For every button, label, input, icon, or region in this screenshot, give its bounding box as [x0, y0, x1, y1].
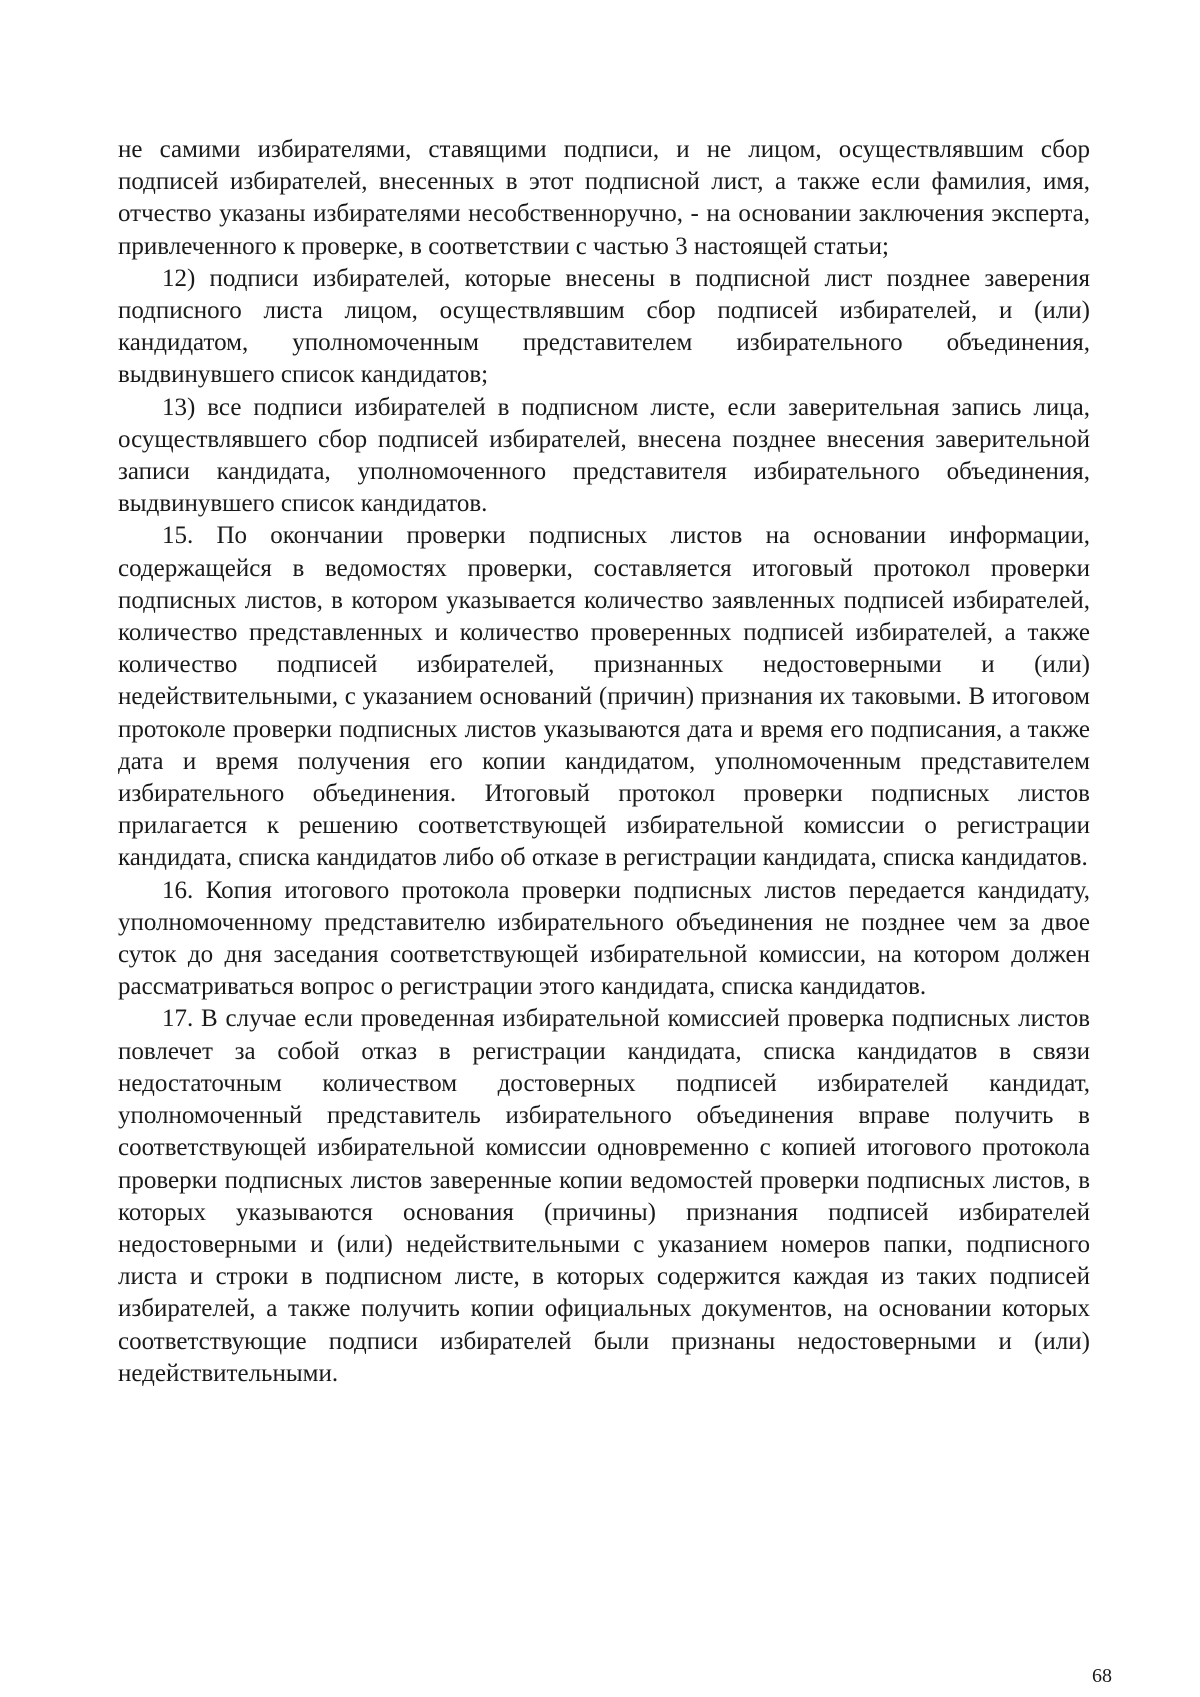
paragraph-item-16: 16. Копия итогового протокола проверки подписных листов передается кандидату, уполномоченному представителю избирательного объединения не позднее чем за двое суток до дня заседания соответствующей избирательной комиссии, на котором должен рассматриваться вопрос о регистрации этого кандидата, списка кандидатов.: [118, 876, 1090, 1001]
document-body: [118, 134, 1090, 1390]
paragraph-item-13: 13) все подписи избирателей в подписном листе, если заверительная запись лица, осуществлявшего сбор подписей избирателей, внесена позднее внесения заверительной записи кандидата, уполномоченного представителя избирательного объединения, выдвинувшего список кандидатов.: [118, 393, 1090, 518]
paragraph-continuation: не самими избирателями, ставящими подписи, и не лицом, осуществлявшим сбор подписей избирателей, внесенных в этот подписной лист, а также если фамилия, имя, отчество указаны избирателями несобственноручно, - на основании заключения эксперта, привлеченного к проверке, в соответствии с частью 3 настоящей статьи;: [118, 136, 1090, 260]
paragraph-item-15: 15. По окончании проверки подписных листов на основании информации, содержащейся в ведомостях проверки, составляется итоговый протокол проверки подписных листов, в котором указывается количество заявленных подписей избирателей, количество представленных и количество проверенных подписей избирателей, а также количество подписей избирателей, признанных недостоверными и (или) недействительными, с указанием оснований (причин) признания их таковыми. В итоговом протоколе проверки подписных листов указываются дата и время его подписания, а также дата и время получения его копии кандидатом, уполномоченным представителем избирательного объединения. Итоговый протокол проверки подписных листов прилагается к решению соответствующей избирательной комиссии о регистрации кандидата, списка кандидатов либо об отказе в регистрации кандидата, списка кандидатов.: [118, 522, 1090, 872]
paragraph-item-17: 17. В случае если проведенная избирательной комиссией проверка подписных листов повлечет за собой отказ в регистрации кандидата, списка кандидатов в связи недостаточным количеством достоверных подписей избирателей кандидат, уполномоченный представитель избирательного объединения вправе получить в соответствующей избирательной комиссии одновременно с копией итогового протокола проверки подписных листов заверенные копии ведомостей проверки подписных листов, в которых указываются основания (причины) признания подписей избирателей недостоверными и (или) недействительными с указанием номеров папки, подписного листа и строки в подписном листе, в которых содержится каждая из таких подписей избирателей, а также получить копии официальных документов, на основании которых соответствующие подписи избирателей были признаны недостоверными и (или) недействительными.: [118, 1005, 1090, 1387]
page-number: 68: [1092, 1665, 1112, 1687]
paragraph-item-12: 12) подписи избирателей, которые внесены в подписной лист позднее заверения подписного листа лицом, осуществлявшим сбор подписей избирателей, и (или) кандидатом, уполномоченным представителем избирательного объединения, выдвинувшего список кандидатов;: [118, 264, 1090, 389]
